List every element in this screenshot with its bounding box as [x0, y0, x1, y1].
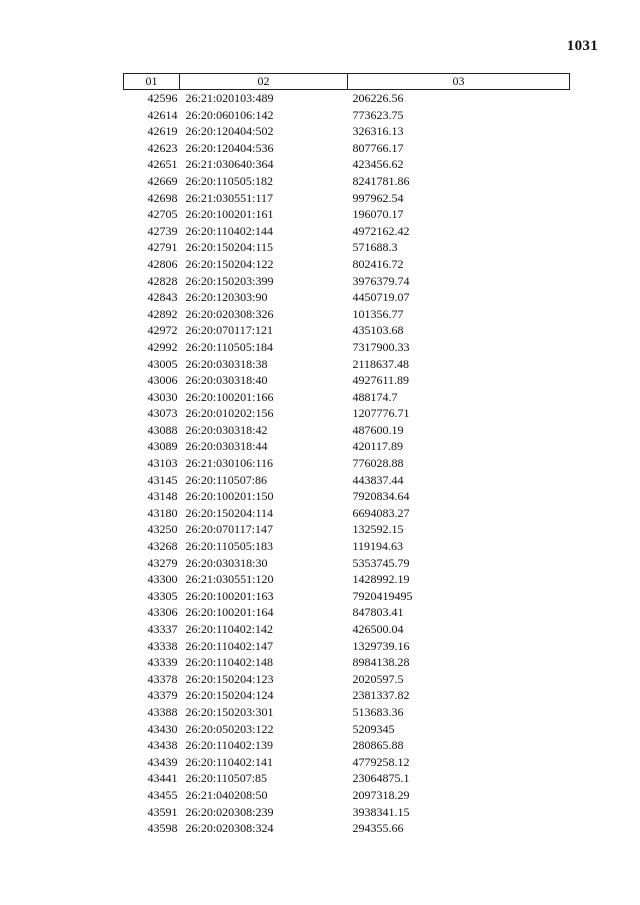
value-cell: 5209345 [352, 721, 395, 736]
value-cell: 5353745.79 [352, 555, 410, 570]
table-body [124, 90, 570, 837]
table-row [124, 671, 570, 688]
cadastral-number-cell: 26:20:100201:150 [185, 489, 274, 504]
value-cell: 420117.89 [352, 439, 404, 454]
table-row [124, 804, 570, 821]
cadastral-number-cell: 26:20:110505:183 [185, 539, 274, 554]
cadastral-number-cell: 26:20:050203:122 [185, 721, 274, 736]
cadastral-number-cell: 26:21:030551:117 [185, 190, 274, 205]
value-cell: 426500.04 [352, 622, 404, 636]
cadastral-number-cell: 26:20:110505:184 [185, 339, 274, 354]
data-table [123, 73, 570, 837]
value-cell: 773623.75 [352, 107, 404, 122]
data-table-container [123, 73, 569, 837]
value-cell: 1428992.19 [352, 572, 410, 587]
table-row [124, 239, 570, 256]
value-cell: 3976379.74 [352, 273, 410, 288]
row-number-cell: 42828 [147, 273, 178, 288]
cadastral-number-cell: 26:20:100201:164 [185, 605, 274, 620]
row-number-cell: 43388 [147, 704, 178, 719]
table-row [124, 140, 570, 157]
row-number-cell: 43268 [147, 539, 178, 554]
cadastral-number-cell: 26:20:020308:239 [185, 804, 274, 819]
cadastral-number-cell: 26:20:030318:42 [185, 422, 268, 437]
table-row [124, 372, 570, 389]
table-row [124, 505, 570, 522]
table-row [124, 704, 570, 721]
cadastral-number-cell: 26:20:110402:147 [185, 638, 274, 653]
table-row [124, 820, 570, 837]
cadastral-number-cell: 26:20:110402:144 [185, 223, 274, 238]
row-number-cell: 43338 [147, 638, 178, 653]
cadastral-number-cell: 26:20:110402:148 [185, 655, 274, 670]
table-row [124, 273, 570, 290]
row-number-cell: 42806 [147, 256, 178, 271]
table-row [124, 339, 570, 356]
cadastral-number-cell: 26:20:150204:124 [185, 688, 274, 703]
table-row [124, 770, 570, 787]
value-cell: 196070.17 [352, 207, 404, 222]
cadastral-number-cell: 26:20:120404:502 [185, 124, 274, 139]
table-row [124, 156, 570, 173]
value-cell: 326316.13 [352, 124, 404, 139]
table-row [124, 90, 570, 107]
value-cell: 435103.68 [352, 323, 404, 338]
value-cell: 2381337.82 [352, 688, 410, 703]
table-row [124, 621, 570, 638]
cadastral-number-cell: 26:20:150203:301 [185, 704, 274, 719]
row-number-cell: 43030 [147, 389, 178, 404]
cadastral-number-cell: 26:20:110402:141 [185, 754, 274, 769]
value-cell: 2097318.29 [352, 787, 410, 802]
cadastral-number-cell: 26:20:030318:40 [185, 373, 268, 388]
table-row [124, 571, 570, 588]
table-row [124, 289, 570, 306]
column-header-03: 03 [348, 74, 570, 90]
value-cell: 294355.66 [352, 821, 404, 836]
row-number-cell: 42623 [147, 140, 178, 155]
row-number-cell: 42791 [147, 240, 178, 255]
row-number-cell: 43430 [147, 721, 178, 736]
value-cell: 119194.63 [352, 539, 404, 554]
cadastral-number-cell: 26:20:020308:326 [185, 306, 274, 321]
row-number-cell: 43455 [147, 787, 178, 802]
table-row [124, 721, 570, 738]
row-number-cell: 43088 [147, 422, 178, 437]
header-row [124, 74, 570, 90]
cadastral-number-cell: 26:20:060106:142 [185, 107, 274, 122]
table-row [124, 754, 570, 771]
value-cell: 3938341.15 [352, 804, 410, 819]
cadastral-number-cell: 26:21:030640:364 [185, 157, 274, 172]
value-cell: 101356.77 [352, 306, 404, 321]
row-number-cell: 42614 [147, 107, 178, 122]
cadastral-number-cell: 26:20:070117:147 [185, 522, 274, 537]
value-cell: 776028.88 [352, 456, 404, 471]
value-cell: 4972162.42 [352, 223, 410, 238]
value-cell: 513683.36 [352, 704, 404, 719]
value-cell: 997962.54 [352, 190, 404, 205]
table-row [124, 223, 570, 240]
row-number-cell: 43441 [147, 771, 178, 786]
column-header-02: 02 [180, 74, 348, 90]
cadastral-number-cell: 26:20:110402:139 [185, 738, 274, 753]
row-number-cell: 43006 [147, 373, 178, 388]
row-number-cell: 43591 [147, 804, 178, 819]
value-cell: 132592.15 [352, 522, 404, 537]
value-cell: 443837.44 [352, 472, 404, 487]
table-row [124, 638, 570, 655]
row-number-cell: 43438 [147, 738, 178, 753]
cadastral-number-cell: 26:20:030318:44 [185, 439, 268, 454]
cadastral-number-cell: 26:20:110507:86 [185, 472, 268, 487]
value-cell: 423456.62 [352, 157, 404, 172]
value-cell: 4927611.89 [352, 373, 410, 388]
row-number-cell: 43598 [147, 821, 178, 836]
value-cell: 8241781.86 [352, 173, 410, 188]
value-cell: 571688.3 [352, 240, 398, 255]
value-cell: 4779258.12 [352, 754, 410, 769]
table-row [124, 521, 570, 538]
table-header [124, 74, 570, 90]
row-number-cell: 43250 [147, 522, 178, 537]
row-number-cell: 42619 [147, 124, 178, 139]
row-number-cell: 43103 [147, 456, 178, 471]
table-row [124, 356, 570, 373]
row-number-cell: 43439 [147, 754, 178, 769]
cadastral-number-cell: 26:21:020103:489 [185, 91, 274, 105]
page-number: 1031 [566, 38, 598, 54]
cadastral-number-cell: 26:20:150204:123 [185, 671, 274, 686]
row-number-cell: 42669 [147, 173, 178, 188]
table-row [124, 472, 570, 489]
table-row [124, 206, 570, 223]
value-cell: 1329739.16 [352, 638, 410, 653]
value-cell: 7920834.64 [352, 489, 410, 504]
table-row [124, 306, 570, 323]
table-row [124, 190, 570, 207]
row-number-cell: 43300 [147, 572, 178, 587]
row-number-cell: 43305 [147, 588, 178, 603]
row-number-cell: 42972 [147, 323, 178, 338]
table-row [124, 107, 570, 124]
value-cell: 487600.19 [352, 422, 404, 437]
value-cell: 206226.56 [352, 91, 404, 105]
row-number-cell: 43339 [147, 655, 178, 670]
cadastral-number-cell: 26:20:100201:166 [185, 389, 274, 404]
row-number-cell: 43180 [147, 505, 178, 520]
table-row [124, 389, 570, 406]
value-cell: 4450719.07 [352, 290, 410, 305]
row-number-cell: 43378 [147, 671, 178, 686]
cadastral-number-cell: 26:20:120404:536 [185, 140, 274, 155]
table-row [124, 173, 570, 190]
cadastral-number-cell: 26:20:030318:38 [185, 356, 268, 371]
row-number-cell: 42705 [147, 207, 178, 222]
cadastral-number-cell: 26:20:110402:142 [185, 622, 274, 636]
value-cell: 8984138.28 [352, 655, 410, 670]
table-row [124, 123, 570, 140]
cadastral-number-cell: 26:20:030318:30 [185, 555, 268, 570]
row-number-cell: 43073 [147, 406, 178, 421]
row-number-cell: 43005 [147, 356, 178, 371]
value-cell: 488174.7 [352, 389, 398, 404]
cadastral-number-cell: 26:20:150204:114 [185, 505, 274, 520]
value-cell: 7920419495 [352, 588, 413, 603]
row-number-cell: 43145 [147, 472, 178, 487]
table-row [124, 538, 570, 555]
row-number-cell: 43379 [147, 688, 178, 703]
table-row [124, 322, 570, 339]
row-number-cell: 42698 [147, 190, 178, 205]
row-number-cell: 42651 [147, 157, 178, 172]
value-cell: 1207776.71 [352, 406, 410, 421]
cadastral-number-cell: 26:20:150203:399 [185, 273, 274, 288]
cadastral-number-cell: 26:20:020308:324 [185, 821, 274, 836]
value-cell: 802416.72 [352, 256, 404, 271]
table-row [124, 455, 570, 472]
value-cell: 807766.17 [352, 140, 404, 155]
table-row [124, 787, 570, 804]
table-row [124, 405, 570, 422]
table-row [124, 555, 570, 572]
value-cell: 7317900.33 [352, 339, 410, 354]
cadastral-number-cell: 26:21:030106:116 [185, 456, 274, 471]
cadastral-number-cell: 26:20:120303:90 [185, 290, 268, 305]
value-cell: 280865.88 [352, 738, 404, 753]
value-cell: 6694083.27 [352, 505, 410, 520]
table-row [124, 737, 570, 754]
table-row [124, 256, 570, 273]
cadastral-number-cell: 26:20:110505:182 [185, 173, 274, 188]
column-header-01: 01 [124, 74, 180, 90]
row-number-cell: 42892 [147, 306, 178, 321]
row-number-cell: 42992 [147, 339, 178, 354]
row-number-cell: 43279 [147, 555, 178, 570]
table-row [124, 488, 570, 505]
table-row [124, 422, 570, 439]
cadastral-number-cell: 26:21:040208:50 [185, 787, 268, 802]
value-cell: 2118637.48 [352, 356, 410, 371]
cadastral-number-cell: 26:20:100201:161 [185, 207, 274, 222]
row-number-cell: 42596 [147, 91, 178, 105]
cadastral-number-cell: 26:20:110507:85 [185, 771, 268, 786]
cadastral-number-cell: 26:20:100201:163 [185, 588, 274, 603]
row-number-cell: 42739 [147, 223, 178, 238]
cadastral-number-cell: 26:20:150204:122 [185, 256, 274, 271]
table-row [124, 588, 570, 605]
row-number-cell: 43089 [147, 439, 178, 454]
table-row [124, 604, 570, 621]
cadastral-number-cell: 26:21:030551:120 [185, 572, 274, 587]
cadastral-number-cell: 26:20:070117:121 [185, 323, 274, 338]
value-cell: 847803.41 [352, 605, 404, 620]
value-cell: 2020597.5 [352, 671, 404, 686]
row-number-cell: 42843 [147, 290, 178, 305]
table-row [124, 438, 570, 455]
cadastral-number-cell: 26:20:150204:115 [185, 240, 274, 255]
row-number-cell: 43148 [147, 489, 178, 504]
row-number-cell: 43306 [147, 605, 178, 620]
table-row [124, 687, 570, 704]
cadastral-number-cell: 26:20:010202:156 [185, 406, 274, 421]
value-cell: 23064875.1 [352, 771, 410, 786]
row-number-cell: 43337 [147, 622, 178, 636]
table-row [124, 654, 570, 671]
